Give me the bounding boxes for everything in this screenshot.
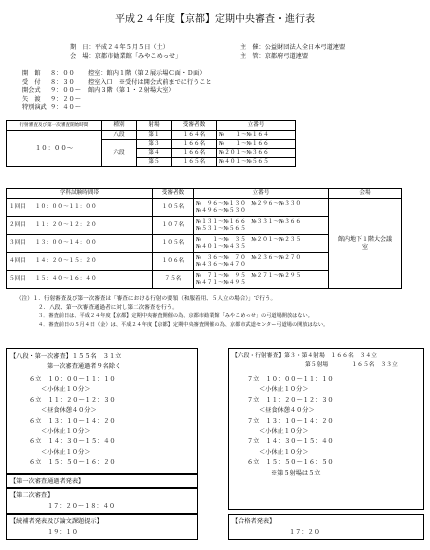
written-header: 立番号 bbox=[193, 189, 328, 199]
practical-header: 種別 bbox=[102, 121, 137, 131]
practical-start-time: １０：００～ bbox=[7, 131, 102, 167]
list-item: ＜小休止１０分＞ bbox=[259, 386, 309, 394]
rokudan-heading: 【六段・行射審査】第３・第４射場 １６６名 ３４立 bbox=[232, 353, 377, 359]
page-title: 平成２４年度【京都】定期中央審査・進行表 bbox=[115, 14, 315, 25]
pass-heading: 【合格者発表】 bbox=[232, 518, 276, 525]
list-item: ＜昼食休憩４０分＞ bbox=[41, 407, 97, 415]
date-row bbox=[70, 44, 169, 52]
list-item: ６立 １１：２０～１２：３０ bbox=[29, 396, 116, 404]
list-item: ＜小休止１０分＞ bbox=[41, 386, 91, 394]
venue-label: 会 場： bbox=[70, 53, 95, 60]
list-item: ６立 １３：１０～１４：２０ bbox=[29, 417, 116, 425]
rokudan-heading-2: 第５射場 １６５名 ３３立 bbox=[305, 362, 398, 368]
pass1-section bbox=[6, 474, 198, 488]
hachidan-first-section bbox=[6, 348, 198, 474]
table-row: ３回目 １３：００～１４：００ １０５名 № １～№ ３５ №２０１～№２３５ №４０１～№４３５ bbox=[7, 235, 402, 253]
list-item: ７立 １１：２０～１２：３０ bbox=[247, 396, 334, 404]
note-item: ４．審査前日の５月４日（金）は、平成２４年度【京都】定期中央審査開催の為、京都市武道センター弓道場の開放はない。 bbox=[38, 321, 329, 328]
note-item: （注）１．行射審査及び第一次審査は「審査における行射の要領（和服着用、５人立の場合）」で行う。 bbox=[16, 296, 277, 302]
practical-header: 受審者数 bbox=[172, 121, 217, 131]
table-row: 第４ １６６名 №２０１～№３６６ bbox=[7, 149, 296, 158]
note-item: ３．審査前日は、平成２４年度【京都】定期中央審査開催の為、京都市勧業館「みやこめっせ」の弓道場開放はない。 bbox=[38, 313, 313, 319]
manager-row bbox=[240, 53, 308, 61]
schedule-list bbox=[22, 70, 402, 113]
practical-header: 射場 bbox=[137, 121, 172, 131]
written-header: 受審者数 bbox=[152, 189, 193, 199]
table-row: ４回目 １４：２０～１５：２０ １０６名 № ３６～№ ７０ №２３６～№２７０ №４３６～№４７０ bbox=[7, 253, 402, 271]
list-item: ６立 １５：５０～１６：５０ bbox=[247, 459, 334, 467]
schedule-item: 特別演武 ９：４０～ bbox=[22, 104, 81, 112]
list-item: ＜小休止１０分＞ bbox=[41, 448, 91, 456]
practical-table bbox=[6, 120, 296, 167]
pass-section bbox=[228, 514, 424, 540]
date-value: 平成２４年５月５日（土） bbox=[94, 44, 169, 51]
rokudan-section bbox=[228, 348, 424, 510]
table-row: 第５ １６５名 №４０１～№５６５ bbox=[7, 158, 296, 167]
venue-row bbox=[70, 53, 181, 61]
table-row: ２回目 １１：２０～１２：２０ １０７名 №１３１～№１６６ №３３１～№３６６ №５３１～№５６５ bbox=[7, 217, 402, 235]
hachidan-sub: 第一次審査通過者９名除く bbox=[47, 363, 122, 370]
venue-value: 京都市勧業館「みやこめっせ」 bbox=[94, 53, 182, 60]
list-item: ７立 １４：３０～１５：４０ bbox=[247, 438, 334, 446]
list-item: ７立 １３：１０～１４：２０ bbox=[247, 417, 334, 425]
second-heading: 【第二次審査】 bbox=[10, 492, 54, 499]
table-row: １０：００～ 八段 第１ １６４名 № １～№１６４ bbox=[7, 131, 296, 140]
manager-value: 京都府弓道連盟 bbox=[264, 53, 309, 60]
host-row bbox=[240, 44, 345, 52]
schedule-item: 受 付 ８：３０ 控室入口 ※受付は開会式前までに行うこと bbox=[22, 78, 212, 86]
practical-header: 行射審査及び第一次審査開始時間 bbox=[7, 121, 102, 131]
list-item: ７立 １０：００～１１：１０ bbox=[247, 376, 334, 383]
list-item: ＜小休止１０分＞ bbox=[259, 448, 309, 456]
host-label: 主 催： bbox=[240, 44, 265, 51]
written-header: 学科試験時間帯 bbox=[7, 189, 153, 199]
schedule-item: 開 館 ８：００ 控室：館内１階（第２展示場Ｃ面・Ｄ面） bbox=[22, 70, 206, 77]
table-row: １回目 １０：００～１１：００ １０５名 № ９６～№１３０ №２９６～№３３０ №４９６～№５３０ 館内地下１階大会議室 bbox=[7, 199, 402, 217]
rokudan-schedule bbox=[247, 375, 334, 479]
list-item: ＜昼食休憩４０分＞ bbox=[259, 407, 315, 415]
list-item: ６立 １４：３０～１５：４０ bbox=[29, 438, 116, 446]
table-row: ５回目 １５：４０～１６：４０ ７５名 № ７１～№ ９５ №２７１～№２９５ №４７１～№４９５ bbox=[7, 271, 402, 289]
second-exam-section bbox=[6, 488, 198, 514]
list-item: ６立 １０：００～１１：１０ bbox=[29, 376, 116, 383]
written-header: 会場 bbox=[328, 189, 401, 199]
manager-label: 主 管： bbox=[240, 53, 265, 60]
hachidan-schedule bbox=[29, 375, 116, 469]
pass1-heading: 【第一次審査通過者発表】 bbox=[10, 478, 85, 485]
final-heading: 【続補者発表及び論文課題提示】 bbox=[10, 518, 103, 525]
list-item: ＜小休止１０分＞ bbox=[41, 428, 91, 436]
second-time: １７：２０～１８：４０ bbox=[47, 503, 116, 510]
list-item: ６立 １５：５０～１６：２０ bbox=[29, 459, 116, 467]
practical-header: 立番号 bbox=[217, 121, 296, 131]
host-value: 公益財団法人全日本弓道連盟 bbox=[264, 44, 346, 51]
schedule-item: 開会式 ９：００～ 館内３階（第１・２射場大室） bbox=[22, 87, 175, 95]
date-label: 期 日： bbox=[70, 44, 95, 51]
hachidan-heading: 【八段・第一次審査】１５５名 ３１立 bbox=[10, 353, 122, 360]
notes bbox=[16, 296, 426, 330]
pass-time: １７：２０ bbox=[289, 529, 320, 536]
list-item: ※第５射場は５立 bbox=[271, 469, 321, 477]
note-item: ２．八段、第一次審査通過者に対し第二次審査を行う。 bbox=[38, 304, 178, 311]
schedule-item: 矢 渡 ９：２０～ bbox=[22, 95, 81, 103]
final-time: １９：１０ bbox=[47, 529, 78, 536]
table-row: 六段 第３ １６６名 № １～№１６６ bbox=[7, 140, 296, 149]
written-table bbox=[6, 188, 402, 289]
final-section bbox=[6, 514, 198, 540]
written-venue: 館内地下１階大会議室 bbox=[328, 199, 401, 289]
list-item: ＜小休止１０分＞ bbox=[259, 428, 309, 436]
